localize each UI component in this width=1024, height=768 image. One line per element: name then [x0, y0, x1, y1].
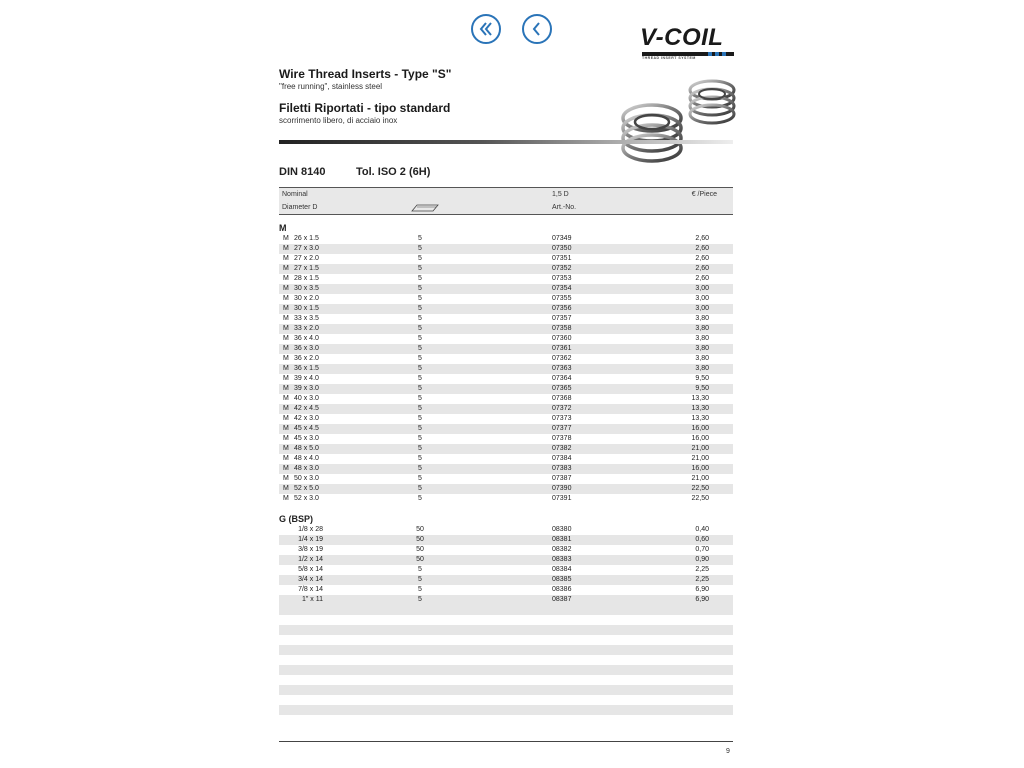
pack-quantity: 5: [418, 485, 422, 492]
thread-prefix: M: [283, 345, 289, 352]
table-row: [279, 394, 733, 404]
pack-quantity: 5: [418, 315, 422, 322]
unit-price: 6,90: [695, 586, 709, 593]
nominal-diameter: 3/8 x 19: [298, 546, 323, 553]
unit-price: 2,60: [695, 265, 709, 272]
unit-price: 3,80: [695, 325, 709, 332]
thread-prefix: M: [283, 385, 289, 392]
first-page-button[interactable]: [471, 14, 501, 44]
unit-price: 0,90: [695, 556, 709, 563]
table-row: [279, 234, 733, 244]
nominal-diameter: 1/2 x 14: [298, 556, 323, 563]
nominal-diameter: 42 x 4.5: [294, 405, 319, 412]
pack-quantity: 5: [418, 465, 422, 472]
table-row: [279, 545, 733, 555]
thread-prefix: M: [283, 455, 289, 462]
nominal-diameter: 48 x 5.0: [294, 445, 319, 452]
table-row: [279, 595, 733, 605]
empty-row: [279, 675, 733, 685]
unit-price: 16,00: [691, 465, 709, 472]
article-number: 07365: [552, 385, 572, 392]
pack-quantity: 5: [418, 305, 422, 312]
empty-row: [279, 665, 733, 675]
unit-price: 2,60: [695, 245, 709, 252]
article-number: 07351: [552, 255, 572, 262]
article-number: 07354: [552, 285, 572, 292]
box-icon: [411, 203, 439, 212]
unit-price: 3,00: [695, 295, 709, 302]
nominal-diameter: 36 x 4.0: [294, 335, 319, 342]
table-row: [279, 354, 733, 364]
thread-prefix: M: [283, 365, 289, 372]
thread-prefix: M: [283, 485, 289, 492]
wire-thread-insert-image: [608, 78, 738, 168]
unit-price: 21,00: [691, 455, 709, 462]
col-nominal: Nominal: [282, 191, 308, 198]
table-row: [279, 414, 733, 424]
article-number: 07355: [552, 295, 572, 302]
nominal-diameter: 33 x 2.0: [294, 325, 319, 332]
pack-quantity: 5: [418, 285, 422, 292]
pack-quantity: 5: [418, 325, 422, 332]
pack-quantity: 5: [418, 255, 422, 262]
pack-quantity: 50: [416, 546, 424, 553]
nominal-diameter: 27 x 1.5: [294, 265, 319, 272]
header-divider: [279, 140, 733, 144]
pack-quantity: 50: [416, 526, 424, 533]
empty-row: [279, 635, 733, 645]
article-number: 07387: [552, 475, 572, 482]
table-row: [279, 274, 733, 284]
tolerance: Tol. ISO 2 (6H): [356, 166, 431, 178]
article-number: 08382: [552, 546, 572, 553]
logo-tagline: THREAD INSERT SYSTEM: [642, 56, 696, 60]
thread-prefix: M: [283, 235, 289, 242]
nominal-diameter: 45 x 4.5: [294, 425, 319, 432]
pack-quantity: 50: [416, 536, 424, 543]
article-number: 07368: [552, 395, 572, 402]
article-number: 07383: [552, 465, 572, 472]
table-row: [279, 314, 733, 324]
title-english: Wire Thread Inserts - Type "S": [279, 67, 452, 81]
col-diameter: Diameter D: [282, 204, 318, 211]
table-row: [279, 424, 733, 434]
nominal-diameter: 36 x 3.0: [294, 345, 319, 352]
table-row: [279, 444, 733, 454]
pack-quantity: 5: [418, 335, 422, 342]
table-row: [279, 555, 733, 565]
table-row: [279, 535, 733, 545]
unit-price: 13,30: [691, 415, 709, 422]
table-row: [279, 575, 733, 585]
article-number: 07352: [552, 265, 572, 272]
unit-price: 16,00: [691, 425, 709, 432]
pack-quantity: 5: [418, 375, 422, 382]
article-number: 07363: [552, 365, 572, 372]
pack-quantity: 5: [418, 345, 422, 352]
article-number: 07357: [552, 315, 572, 322]
unit-price: 9,50: [695, 375, 709, 382]
thread-prefix: M: [283, 335, 289, 342]
thread-prefix: M: [283, 325, 289, 332]
col-length: 1,5 D: [552, 191, 569, 198]
previous-page-button[interactable]: [522, 14, 552, 44]
nominal-diameter: 40 x 3.0: [294, 395, 319, 402]
empty-row: [279, 605, 733, 615]
v-coil-logo: [640, 26, 735, 60]
article-number: 07372: [552, 405, 572, 412]
unit-price: 0,70: [695, 546, 709, 553]
table-row: [279, 404, 733, 414]
thread-prefix: M: [283, 305, 289, 312]
pack-quantity: 5: [418, 385, 422, 392]
table-row: [279, 304, 733, 314]
unit-price: 0,40: [695, 526, 709, 533]
nominal-diameter: 1" x 11: [301, 596, 323, 603]
empty-row: [279, 655, 733, 665]
pack-quantity: 5: [418, 445, 422, 452]
unit-price: 22,50: [691, 485, 709, 492]
title-italian: Filetti Riportati - tipo standard: [279, 101, 451, 115]
table-row: [279, 334, 733, 344]
nominal-diameter: 52 x 3.0: [294, 495, 319, 502]
unit-price: 3,80: [695, 335, 709, 342]
thread-prefix: M: [283, 255, 289, 262]
article-number: 07360: [552, 335, 572, 342]
table-row: [279, 374, 733, 384]
pack-quantity: 5: [418, 245, 422, 252]
double-chevron-left-icon: [478, 21, 494, 37]
nominal-diameter: 48 x 3.0: [294, 465, 319, 472]
pack-quantity: 5: [418, 395, 422, 402]
table-row: [279, 384, 733, 394]
table-header: [279, 187, 733, 215]
subtitle-italian: scorrimento libero, di acciaio inox: [279, 116, 398, 125]
nominal-diameter: 39 x 3.0: [294, 385, 319, 392]
unit-price: 2,60: [695, 275, 709, 282]
thread-prefix: M: [283, 245, 289, 252]
table-row: [279, 494, 733, 504]
unit-price: 3,80: [695, 345, 709, 352]
nominal-diameter: 45 x 3.0: [294, 435, 319, 442]
pack-quantity: 5: [418, 275, 422, 282]
article-number: 07391: [552, 495, 572, 502]
unit-price: 3,80: [695, 315, 709, 322]
pack-quantity: 50: [416, 556, 424, 563]
article-number: 08381: [552, 536, 572, 543]
pack-quantity: 5: [418, 365, 422, 372]
unit-price: 2,60: [695, 255, 709, 262]
logo-text: V-COIL: [640, 24, 724, 51]
thread-prefix: M: [283, 435, 289, 442]
thread-prefix: M: [283, 495, 289, 502]
table-row: [279, 244, 733, 254]
nominal-diameter: 48 x 4.0: [294, 455, 319, 462]
article-number: 07358: [552, 325, 572, 332]
thread-prefix: M: [283, 355, 289, 362]
unit-price: 6,90: [695, 596, 709, 603]
thread-prefix: M: [283, 445, 289, 452]
unit-price: 3,80: [695, 365, 709, 372]
footer-divider: [279, 741, 733, 742]
pack-quantity: 5: [418, 415, 422, 422]
unit-price: 21,00: [691, 445, 709, 452]
unit-price: 22,50: [691, 495, 709, 502]
empty-row: [279, 715, 733, 725]
pack-quantity: 5: [418, 475, 422, 482]
subtitle-english: "free running", stainless steel: [279, 82, 383, 91]
table-body: [279, 222, 733, 725]
pack-quantity: 5: [418, 425, 422, 432]
article-number: 08387: [552, 596, 572, 603]
thread-prefix: M: [283, 395, 289, 402]
unit-price: 2,60: [695, 235, 709, 242]
nominal-diameter: 52 x 5.0: [294, 485, 319, 492]
table-row: [279, 585, 733, 595]
table-row: [279, 294, 733, 304]
article-number: 07361: [552, 345, 572, 352]
thread-prefix: M: [283, 415, 289, 422]
article-number: 07350: [552, 245, 572, 252]
pack-quantity: 5: [418, 405, 422, 412]
thread-prefix: M: [283, 375, 289, 382]
article-number: 07353: [552, 275, 572, 282]
nominal-diameter: 1/4 x 19: [298, 536, 323, 543]
empty-row: [279, 625, 733, 635]
table-row: [279, 344, 733, 354]
nominal-diameter: 27 x 3.0: [294, 245, 319, 252]
nominal-diameter: 7/8 x 14: [298, 586, 323, 593]
empty-row: [279, 695, 733, 705]
article-number: 07362: [552, 355, 572, 362]
article-number: 08386: [552, 586, 572, 593]
nominal-diameter: 1/8 x 28: [298, 526, 323, 533]
unit-price: 3,80: [695, 355, 709, 362]
thread-prefix: M: [283, 315, 289, 322]
nominal-diameter: 30 x 2.0: [294, 295, 319, 302]
unit-price: 3,00: [695, 285, 709, 292]
pack-quantity: 5: [418, 355, 422, 362]
nominal-diameter: 33 x 3.5: [294, 315, 319, 322]
table-row: [279, 364, 733, 374]
thread-prefix: M: [283, 425, 289, 432]
unit-price: 21,00: [691, 475, 709, 482]
article-number: 07364: [552, 375, 572, 382]
section-title-m: M: [279, 223, 287, 233]
chevron-left-icon: [529, 21, 545, 37]
table-row: [279, 284, 733, 294]
article-number: 08383: [552, 556, 572, 563]
pack-quantity: 5: [418, 455, 422, 462]
unit-price: 16,00: [691, 435, 709, 442]
pack-quantity: 5: [418, 295, 422, 302]
unit-price: 2,25: [695, 566, 709, 573]
table-row: [279, 254, 733, 264]
article-number: 07390: [552, 485, 572, 492]
table-row: [279, 454, 733, 464]
table-row: [279, 565, 733, 575]
unit-price: 13,30: [691, 395, 709, 402]
table-row: [279, 474, 733, 484]
thread-prefix: M: [283, 405, 289, 412]
unit-price: 9,50: [695, 385, 709, 392]
din-standard: DIN 8140: [279, 166, 326, 178]
article-number: 07382: [552, 445, 572, 452]
unit-price: 13,30: [691, 405, 709, 412]
table-row: [279, 525, 733, 535]
pack-quantity: 5: [418, 586, 422, 593]
table-row: [279, 464, 733, 474]
pack-quantity: 5: [418, 435, 422, 442]
pack-quantity: 5: [418, 596, 422, 603]
table-row: [279, 264, 733, 274]
nominal-diameter: 3/4 x 14: [298, 576, 323, 583]
article-number: 07356: [552, 305, 572, 312]
nominal-diameter: 36 x 1.5: [294, 365, 319, 372]
thread-prefix: M: [283, 475, 289, 482]
section-title-g: G (BSP): [279, 514, 314, 524]
page-number: 9: [726, 748, 730, 755]
empty-row: [279, 685, 733, 695]
table-row: [279, 484, 733, 494]
unit-price: 2,25: [695, 576, 709, 583]
article-number: 07378: [552, 435, 572, 442]
nominal-diameter: 26 x 1.5: [294, 235, 319, 242]
nominal-diameter: 39 x 4.0: [294, 375, 319, 382]
col-price: € /Piece: [691, 191, 717, 198]
pack-quantity: 5: [418, 495, 422, 502]
article-number: 07377: [552, 425, 572, 432]
pack-quantity: 5: [418, 566, 422, 573]
nominal-diameter: 27 x 2.0: [294, 255, 319, 262]
nominal-diameter: 5/8 x 14: [298, 566, 323, 573]
article-number: 07349: [552, 235, 572, 242]
article-number: 08384: [552, 566, 572, 573]
thread-prefix: M: [283, 285, 289, 292]
thread-prefix: M: [283, 275, 289, 282]
empty-row: [279, 645, 733, 655]
col-art-no: Art.-No.: [552, 204, 577, 211]
pack-quantity: 5: [418, 265, 422, 272]
nominal-diameter: 36 x 2.0: [294, 355, 319, 362]
table-row: [279, 324, 733, 334]
nominal-diameter: 50 x 3.0: [294, 475, 319, 482]
nominal-diameter: 30 x 1.5: [294, 305, 319, 312]
pack-quantity: 5: [418, 235, 422, 242]
empty-row: [279, 615, 733, 625]
nominal-diameter: 28 x 1.5: [294, 275, 319, 282]
table-row: [279, 434, 733, 444]
article-number: 08385: [552, 576, 572, 583]
article-number: 08380: [552, 526, 572, 533]
pack-quantity: 5: [418, 576, 422, 583]
nominal-diameter: 42 x 3.0: [294, 415, 319, 422]
thread-prefix: M: [283, 265, 289, 272]
unit-price: 0,60: [695, 536, 709, 543]
unit-price: 3,00: [695, 305, 709, 312]
empty-row: [279, 705, 733, 715]
article-number: 07384: [552, 455, 572, 462]
article-number: 07373: [552, 415, 572, 422]
thread-prefix: M: [283, 295, 289, 302]
nominal-diameter: 30 x 3.5: [294, 285, 319, 292]
thread-prefix: M: [283, 465, 289, 472]
